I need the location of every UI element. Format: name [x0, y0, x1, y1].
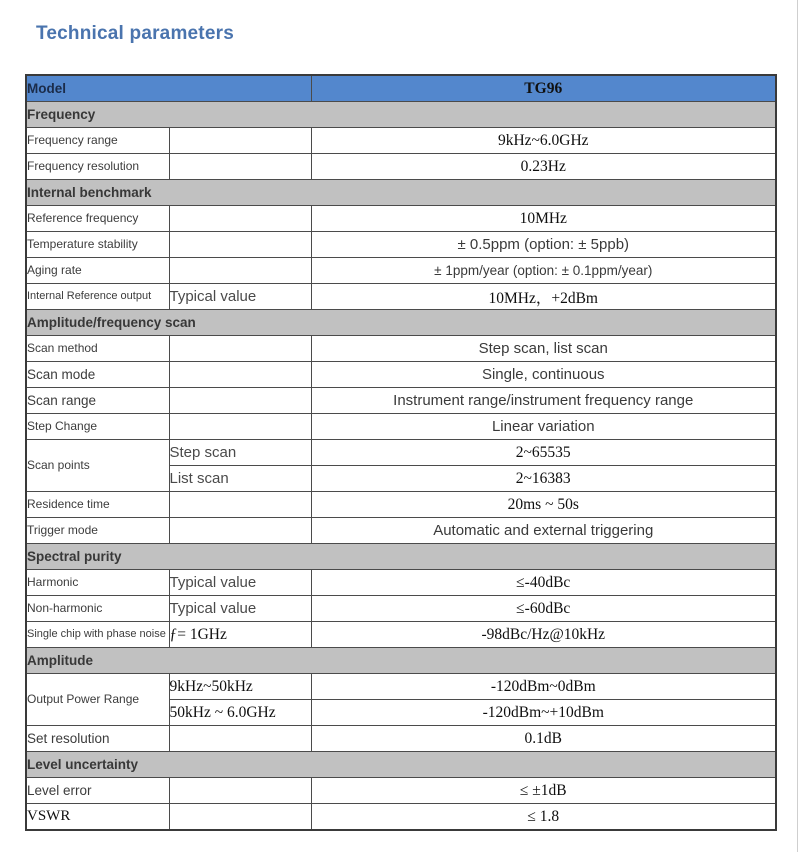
table-row: [26, 128, 776, 154]
spec-condition: ƒ= 1GHz: [169, 622, 311, 648]
spec-condition: 9kHz~50kHz: [169, 674, 311, 700]
table-row: [26, 206, 776, 232]
table-row: [26, 726, 776, 752]
spec-value: Single, continuous: [311, 362, 776, 388]
spec-label: Scan range: [26, 388, 169, 414]
spec-condition: [169, 492, 311, 518]
spec-value: 2~65535: [311, 440, 776, 466]
spec-value: ≤ 1.8: [311, 804, 776, 831]
spec-condition: [169, 518, 311, 544]
spec-label: Trigger mode: [26, 518, 169, 544]
table-row: [26, 492, 776, 518]
spec-value: -98dBc/Hz@10kHz: [311, 622, 776, 648]
spec-condition: List scan: [169, 466, 311, 492]
spec-label: Scan mode: [26, 362, 169, 388]
table-row: [26, 778, 776, 804]
spec-label: Scan method: [26, 336, 169, 362]
spec-value: Automatic and external triggering: [311, 518, 776, 544]
spec-value: Step scan, list scan: [311, 336, 776, 362]
spec-value: 10MHz: [311, 206, 776, 232]
spec-condition: [169, 414, 311, 440]
table-row: [26, 388, 776, 414]
table-row: [26, 674, 776, 700]
table-row: [26, 596, 776, 622]
spec-value: Instrument range/instrument frequency range: [311, 388, 776, 414]
section-title: Amplitude/frequency scan: [26, 310, 776, 336]
spec-condition: [169, 206, 311, 232]
section-title: Amplitude: [26, 648, 776, 674]
spec-condition: [169, 726, 311, 752]
page-right-border: [797, 0, 798, 852]
spec-label: Aging rate: [26, 258, 169, 284]
table-row: [26, 336, 776, 362]
section-row: [26, 752, 776, 778]
spec-value: ± 1ppm/year (option: ± 0.1ppm/year): [311, 258, 776, 284]
table-row: [26, 284, 776, 310]
spec-condition: [169, 128, 311, 154]
spec-label: Non-harmonic: [26, 596, 169, 622]
spec-label: Single chip with phase noise: [26, 622, 169, 648]
spec-label: Temperature stability: [26, 232, 169, 258]
spec-value: 0.1dB: [311, 726, 776, 752]
spec-label: Internal Reference output: [26, 284, 169, 310]
table-row: [26, 258, 776, 284]
spec-condition: 50kHz ~ 6.0GHz: [169, 700, 311, 726]
spec-label: VSWR: [26, 804, 169, 831]
spec-condition: Step scan: [169, 440, 311, 466]
spec-condition: [169, 154, 311, 180]
table-row: [26, 232, 776, 258]
table-row: [26, 804, 776, 831]
spec-condition: [169, 258, 311, 284]
spec-label: Residence time: [26, 492, 169, 518]
spec-value: -120dBm~0dBm: [311, 674, 776, 700]
spec-label: Output Power Range: [26, 674, 169, 726]
spec-condition: Typical value: [169, 596, 311, 622]
spec-condition: Typical value: [169, 284, 311, 310]
spec-value: -120dBm~+10dBm: [311, 700, 776, 726]
spec-value: 20ms ~ 50s: [311, 492, 776, 518]
table-row: [26, 154, 776, 180]
spec-value: ± 0.5ppm (option: ± 5ppb): [311, 232, 776, 258]
table-row: [26, 362, 776, 388]
spec-label: Reference frequency: [26, 206, 169, 232]
spec-value: Linear variation: [311, 414, 776, 440]
spec-label: Frequency range: [26, 128, 169, 154]
spec-label: Set resolution: [26, 726, 169, 752]
spec-table: [25, 74, 777, 831]
section-row: [26, 310, 776, 336]
spec-value: 2~16383: [311, 466, 776, 492]
table-row: [26, 414, 776, 440]
spec-label: Level error: [26, 778, 169, 804]
table-row: [26, 440, 776, 466]
page-title: Technical parameters: [36, 23, 234, 44]
section-row: [26, 648, 776, 674]
spec-value: ≤ ±1dB: [311, 778, 776, 804]
spec-label: Frequency resolution: [26, 154, 169, 180]
section-title: Spectral purity: [26, 544, 776, 570]
section-title: Level uncertainty: [26, 752, 776, 778]
table-row: [26, 518, 776, 544]
section-row: [26, 102, 776, 128]
spec-condition: Typical value: [169, 570, 311, 596]
spec-value: 9kHz~6.0GHz: [311, 128, 776, 154]
spec-value: ≤-60dBc: [311, 596, 776, 622]
spec-label: Harmonic: [26, 570, 169, 596]
spec-condition: [169, 362, 311, 388]
table-row: [26, 622, 776, 648]
spec-label: Scan points: [26, 440, 169, 492]
section-row: [26, 180, 776, 206]
table-row: [26, 570, 776, 596]
table-header-row: [26, 75, 776, 102]
section-row: [26, 544, 776, 570]
spec-value: ≤-40dBc: [311, 570, 776, 596]
section-title: Frequency: [26, 102, 776, 128]
spec-condition: [169, 388, 311, 414]
model-header-value: TG96: [311, 75, 776, 102]
section-title: Internal benchmark: [26, 180, 776, 206]
spec-label: Step Change: [26, 414, 169, 440]
spec-value: 0.23Hz: [311, 154, 776, 180]
spec-condition: [169, 804, 311, 831]
spec-condition: [169, 336, 311, 362]
spec-condition: [169, 232, 311, 258]
model-header-label: Model: [26, 75, 311, 102]
spec-condition: [169, 778, 311, 804]
spec-value: 10MHz，+2dBm: [311, 284, 776, 310]
